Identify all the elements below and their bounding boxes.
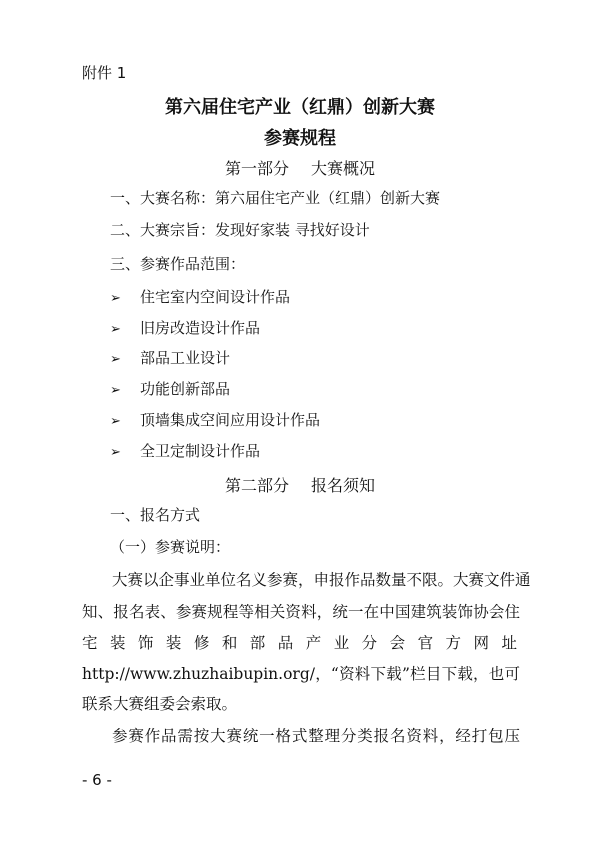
arrow-bullet-icon: ➢ xyxy=(110,322,121,337)
bullet-item: ➢ 旧房改造设计作品 xyxy=(110,319,261,337)
part2-heading xyxy=(0,473,600,496)
paragraph-line: 联系大赛组委会索取。 xyxy=(82,695,238,713)
item-entry-scope: 三、参赛作品范围： xyxy=(110,255,246,273)
subsection-entry-notes: （一）参赛说明： xyxy=(110,538,231,556)
bullet-item: ➢ 住宅室内空间设计作品 xyxy=(110,288,291,306)
paragraph-line: 大赛以企事业单位名义参赛，申报作品数量不限。大赛文件通 xyxy=(112,571,531,589)
bullet-item: ➢ 功能创新部品 xyxy=(110,380,231,398)
part1-number: 第一部分 xyxy=(224,159,289,178)
arrow-bullet-icon: ➢ xyxy=(110,383,121,398)
part1-heading xyxy=(0,156,600,179)
paragraph-line: 参赛作品需按大赛统一格式整理分类报名资料，经打包压 xyxy=(112,727,520,745)
bullet-item: ➢ 顶墙集成空间应用设计作品 xyxy=(110,411,321,429)
arrow-bullet-icon: ➢ xyxy=(110,352,121,367)
item-contest-purpose: 二、大赛宗旨：发现好家装 寻找好设计 xyxy=(110,221,370,239)
bullet-item: ➢ 部品工业设计 xyxy=(110,349,231,367)
page-number: - 6 - xyxy=(82,771,112,789)
arrow-bullet-icon: ➢ xyxy=(110,445,121,460)
item-contest-name: 一、大赛名称：第六届住宅产业（红鼎）创新大赛 xyxy=(110,189,441,207)
part2-number: 第二部分 xyxy=(224,476,289,495)
paragraph-line: http://www.zhuzhaibupin.org/，“资料下载”栏目下载，也可 xyxy=(82,665,520,683)
paragraph-line: 知、报名表、参赛规程等相关资料，统一在中国建筑装饰协会住 xyxy=(82,603,520,621)
document-subtitle: 参赛规程 xyxy=(264,128,336,149)
arrow-bullet-icon: ➢ xyxy=(110,414,121,429)
document-title: 第六届住宅产业（红鼎）创新大赛 xyxy=(165,97,435,118)
part2-name: 报名须知 xyxy=(311,476,376,495)
arrow-bullet-icon: ➢ xyxy=(110,291,121,306)
attachment-label: 附件 1 xyxy=(82,64,127,82)
bullet-item: ➢ 全卫定制设计作品 xyxy=(110,442,261,460)
paragraph-line: 宅装饰装修和部品产业分会官方网址 xyxy=(82,634,520,652)
part1-name: 大赛概况 xyxy=(311,159,376,178)
section-registration-method: 一、报名方式 xyxy=(110,506,201,524)
